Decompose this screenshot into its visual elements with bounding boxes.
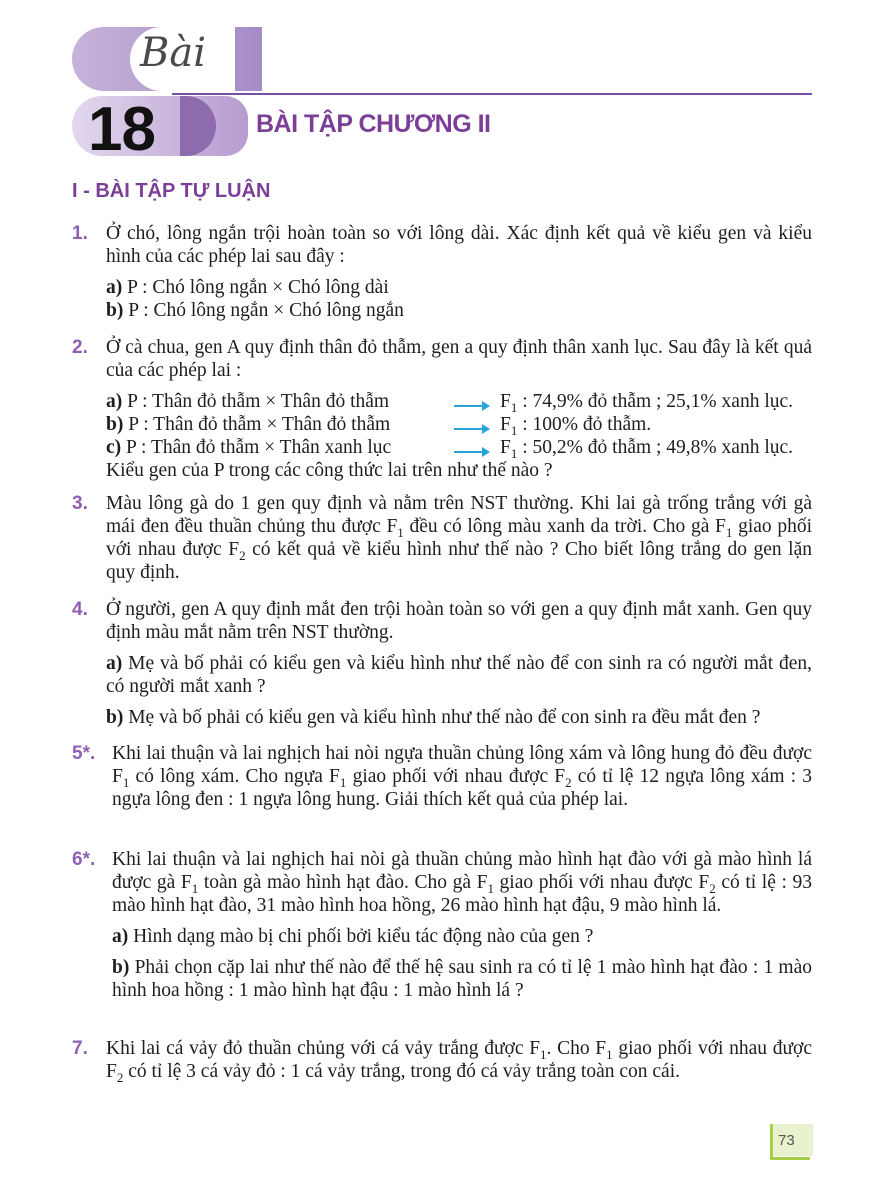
cross-row-c: c) P : Thân đỏ thẫm × Thân xanh lục $F_1$ : 50,2% đỏ thẫm ; 49,8% xanh lục. [106,437,794,461]
exercise-number: 3. [72,493,88,514]
exercise-7 [72,1037,812,1083]
subquestion-b: b) Phải chọn cặp lai như thế nào để thế hệ sau sinh ra có tỉ lệ 1 mào hình hạt đào : 1 mào hình hoa hồng : 1 mào hình hạt đậu : 1 mào hình lá ? [112,957,812,1001]
exercise-number: 6*. [72,849,96,870]
subquestion-a: a) Hình dạng mào bị chi phối bởi kiểu tác động nào của gen ? [112,926,594,947]
subquestion-b: b) Mẹ và bố phải có kiểu gen và kiểu hình như thế nào để con sinh ra đều mắt đen ? [106,707,761,728]
exercise-text: Ở cà chua, gen A quy định thân đỏ thẫm, gen a quy định thân xanh lục. Sau đây là kết quả của các phép lai : [106,337,812,381]
exercise-5 [72,742,812,811]
exercise-text: Ở chó, lông ngắn trội hoàn toàn so với lông dài. Xác định kết quả về kiểu gen và kiểu hình của các phép lai sau đây : [106,223,812,267]
exercise-number: 4. [72,599,88,620]
lesson-number: 18 [88,95,155,164]
section-heading: I - BÀI TẬP TỰ LUẬN [72,180,271,202]
subquestion-a: a) Mẹ và bố phải có kiểu gen và kiểu hình như thế nào để con sinh ra có người mắt đen, có người mắt xanh ? [106,653,812,697]
subquestion-a: a) P : Chó lông ngắn × Chó lông dài [106,277,389,298]
exercise-text: Ở người, gen A quy định mắt đen trội hoàn toàn so với gen a quy định mắt xanh. Gen quy định màu mắt nằm trên NST thường. [106,599,812,643]
arrow-icon [454,451,488,453]
page-number: 73 [778,1132,795,1149]
exercise-4 [72,598,812,729]
exercise-number: 5*. [72,743,96,764]
header-rule [172,93,812,95]
exercise-1 [72,222,812,322]
exercise-text: Khi lai thuận và lai nghịch hai nòi gà thuần chủng mào hình hạt đào với gà mào hình lá được gà $F_1$ toàn gà mào hình hạt đào. Cho gà $F_1$ giao phối với nhau được $F_2$ có tỉ lệ : 93 mào hình hạt đào, 31 mào hình hoa hồng, 26 mào hình hạt đậu, 9 mào hình lá. [112,849,812,916]
exercise-6 [72,848,812,1002]
page-title: BÀI TẬP CHƯƠNG II [256,110,491,138]
lesson-label: Bài [140,30,207,76]
exercise-number: 7. [72,1038,88,1059]
exercise-number: 2. [72,337,88,358]
exercise-3 [72,492,812,584]
cross-row-b: b) P : Thân đỏ thẫm × Thân đỏ thẫm $F_1$ : 100% đỏ thẫm. [106,414,652,438]
cross-row-a: a) P : Thân đỏ thẫm × Thân đỏ thẫm $F_1$ : 74,9% đỏ thẫm ; 25,1% xanh lục. [106,391,794,415]
exercise-text: Khi lai cá vảy đỏ thuần chủng với cá vảy trắng được $F_1$. Cho $F_1$ giao phối với nhau được $F_2$ có tỉ lệ 3 cá vảy đỏ : 1 cá vảy trắng, trong đó cá vảy trắng toàn con cái. [106,1038,812,1085]
exercise-question: Kiểu gen của P trong các công thức lai trên như thế nào ? [106,460,553,481]
arrow-icon [454,405,488,407]
arrow-icon [454,428,488,430]
subquestion-b: b) P : Chó lông ngắn × Chó lông ngắn [106,300,404,321]
exercise-text: Khi lai thuận và lai nghịch hai nòi ngựa thuần chủng lông xám và lông hung đỏ đều được $F_1$ có lông xám. Cho ngựa $F_1$ giao phối với nhau được $F_2$ có tỉ lệ 12 ngựa lông xám : 3 ngựa lông đen : 1 ngựa lông hung. Giải thích kết quả của phép lai. [112,743,812,810]
exercise-text: Màu lông gà do 1 gen quy định và nằm trên NST thường. Khi lai gà trống trắng với gà mái đen đều thuần chủng thu được $F_1$ đều có lông màu xanh da trời. Cho gà $F_1$ giao phối với nhau được $F_2$ có kết quả về kiểu hình như thế nào ? Cho biết lông trắng do gen lặn quy định. [106,493,813,583]
exercise-number: 1. [72,223,88,244]
exercise-2 [72,336,812,482]
